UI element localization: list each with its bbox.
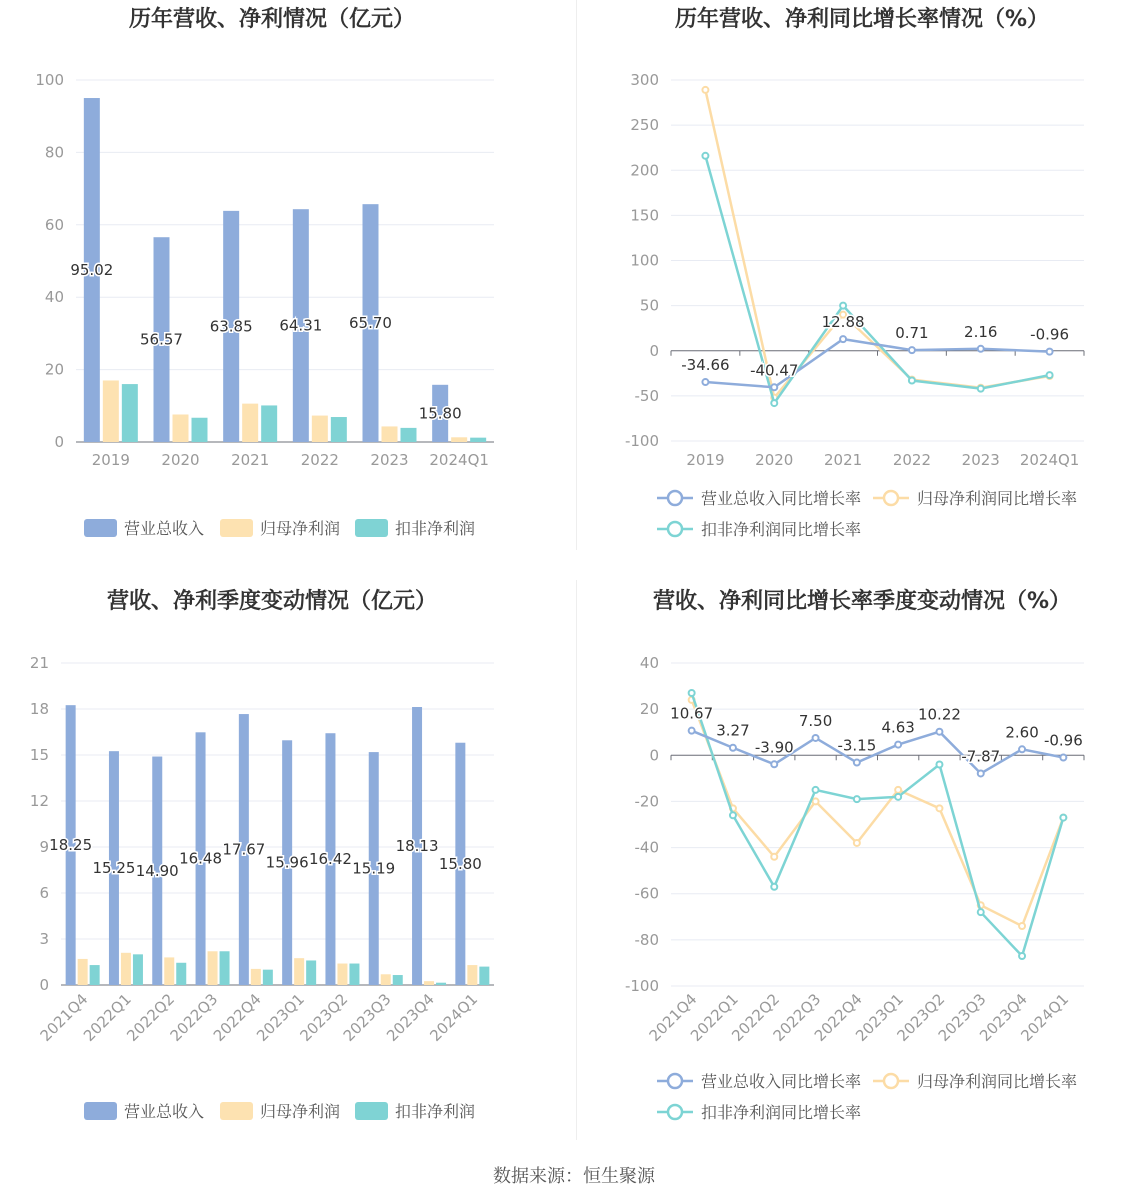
bar-value-label: 17.67 xyxy=(222,840,266,859)
legend-marker xyxy=(668,1105,682,1119)
bar-deducted_profit xyxy=(349,964,359,985)
point-deducted_profit_line xyxy=(1019,953,1025,959)
legend-swatch xyxy=(84,1102,117,1120)
point-revenue_line xyxy=(689,728,695,734)
y-tick-label: 0 xyxy=(649,746,659,765)
panel-divider-top xyxy=(576,0,577,550)
bar-net_profit xyxy=(451,437,467,442)
y-tick-label: -80 xyxy=(634,930,659,949)
quarterly-amounts-chart xyxy=(0,580,576,1150)
point-revenue_line xyxy=(854,760,860,766)
y-tick-label: 60 xyxy=(44,215,64,234)
annual-growth-chart xyxy=(577,0,1148,560)
y-tick-label: 21 xyxy=(29,654,49,672)
legend-label: 扣非净利润同比增长率 xyxy=(701,1103,862,1122)
point-value-label: 12.88 xyxy=(821,313,865,332)
point-value-label: -40.47 xyxy=(750,361,799,380)
point-value-label: -0.96 xyxy=(1043,731,1083,750)
quarterly-growth-chart xyxy=(577,580,1148,1150)
quarterly-amounts-svg xyxy=(0,580,576,1150)
x-tick-label: 2023Q1 xyxy=(852,990,907,1045)
bar-deducted_profit xyxy=(401,428,417,442)
legend-label: 营业总收入同比增长率 xyxy=(701,489,862,508)
annual-amounts-chart xyxy=(0,0,576,560)
bar-deducted_profit xyxy=(133,954,143,985)
bar-deducted_profit xyxy=(176,963,186,985)
x-tick-label: 2024Q1 xyxy=(429,451,489,469)
x-tick-label: 2019 xyxy=(91,451,130,469)
bar-value-label: 56.57 xyxy=(140,330,183,349)
bar-net_profit xyxy=(173,414,189,442)
bar-net_profit xyxy=(251,969,261,985)
y-tick-label: 40 xyxy=(639,654,659,672)
y-tick-label: 0 xyxy=(54,433,64,451)
x-tick-label: 2021Q4 xyxy=(36,990,92,1045)
point-deducted_profit_line xyxy=(1047,372,1053,378)
point-deducted_profit_line xyxy=(854,796,860,802)
x-tick-label: 2022Q3 xyxy=(166,990,222,1045)
bar-value-label: 16.48 xyxy=(179,849,223,868)
point-deducted_profit_line xyxy=(1060,815,1066,821)
x-tick-label: 2020 xyxy=(161,451,200,469)
legend-marker xyxy=(884,491,898,505)
point-revenue_line xyxy=(1060,755,1066,761)
point-revenue_line xyxy=(813,735,819,741)
y-tick-label: 6 xyxy=(39,884,49,902)
bar-value-label: 18.25 xyxy=(49,836,93,855)
point-revenue_line xyxy=(771,761,777,767)
y-tick-label: 18 xyxy=(29,700,49,718)
legend-swatch xyxy=(355,1102,388,1120)
point-revenue_line xyxy=(978,346,984,352)
point-deducted_profit_line xyxy=(936,762,942,768)
legend-label: 归母净利润 xyxy=(260,1102,341,1121)
y-tick-label: -40 xyxy=(634,838,659,857)
y-tick-label: -50 xyxy=(634,386,659,405)
point-value-label: 10.67 xyxy=(670,704,714,723)
point-value-label: 2.60 xyxy=(1005,723,1039,742)
bar-net_profit xyxy=(164,957,174,985)
y-tick-label: 100 xyxy=(630,251,659,270)
y-tick-label: -60 xyxy=(634,884,659,903)
point-revenue_line xyxy=(730,745,736,751)
legend-swatch xyxy=(355,519,388,537)
y-tick-label: -100 xyxy=(624,977,659,995)
bar-deducted_profit xyxy=(122,384,138,442)
bar-value-label: 65.70 xyxy=(349,314,392,333)
bar-value-label: 15.25 xyxy=(92,859,136,878)
legend-marker xyxy=(668,491,682,505)
point-net_profit_line xyxy=(936,805,942,811)
x-tick-label: 2023Q3 xyxy=(934,990,990,1045)
legend-label: 营业总收入同比增长率 xyxy=(701,1072,862,1091)
bar-net_profit xyxy=(382,426,398,442)
point-deducted_profit_line xyxy=(909,378,915,384)
y-tick-label: 9 xyxy=(39,838,49,856)
bar-net_profit xyxy=(294,958,304,985)
bar-net_profit xyxy=(208,951,218,985)
x-tick-label: 2023 xyxy=(961,451,1000,469)
x-tick-label: 2024Q1 xyxy=(426,990,482,1045)
legend-swatch xyxy=(84,519,117,537)
y-tick-label: 20 xyxy=(639,700,659,719)
point-net_profit_line xyxy=(895,787,901,793)
point-value-label: 10.22 xyxy=(917,705,961,724)
point-net_profit_line xyxy=(702,87,708,93)
legend-marker xyxy=(884,1074,898,1088)
point-value-label: 4.63 xyxy=(881,718,915,737)
y-tick-label: 50 xyxy=(639,296,659,315)
point-value-label: -3.15 xyxy=(837,736,877,755)
point-revenue_line xyxy=(895,742,901,748)
point-deducted_profit_line xyxy=(978,909,984,915)
y-tick-label: 80 xyxy=(44,143,64,162)
data-source: 数据来源：恒生聚源 xyxy=(493,1166,655,1187)
y-tick-label: 300 xyxy=(630,71,659,89)
x-tick-label: 2023Q3 xyxy=(339,990,395,1045)
y-tick-label: 15 xyxy=(29,746,49,764)
x-tick-label: 2021 xyxy=(823,451,863,469)
point-value-label: -0.96 xyxy=(1030,325,1069,344)
point-deducted_profit_line xyxy=(978,386,984,392)
point-revenue_line xyxy=(978,770,984,776)
y-tick-label: 100 xyxy=(35,71,64,89)
bar-deducted_profit xyxy=(331,417,347,442)
annual-amounts-svg xyxy=(0,0,576,560)
legend-label: 归母净利润同比增长率 xyxy=(917,489,1078,508)
point-deducted_profit_line xyxy=(813,787,819,793)
legend-label: 归母净利润同比增长率 xyxy=(917,1072,1078,1091)
bar-net_profit xyxy=(467,965,477,985)
x-tick-label: 2023 xyxy=(370,451,409,469)
point-revenue_line xyxy=(771,384,777,390)
y-tick-label: 0 xyxy=(649,341,659,360)
bar-deducted_profit xyxy=(192,418,208,442)
annual-growth-svg xyxy=(577,0,1148,560)
point-value-label: -7.87 xyxy=(961,747,1001,766)
x-tick-label: 2020 xyxy=(755,451,794,469)
bar-deducted_profit xyxy=(220,951,230,985)
x-tick-label: 2021 xyxy=(231,451,270,469)
y-tick-label: 3 xyxy=(39,930,49,948)
bar-value-label: 14.90 xyxy=(135,861,179,880)
x-tick-label: 2019 xyxy=(686,451,725,469)
x-tick-label: 2022Q4 xyxy=(810,990,866,1045)
x-tick-label: 2023Q4 xyxy=(383,990,438,1045)
x-tick-label: 2022Q2 xyxy=(728,990,784,1045)
x-tick-label: 2022Q2 xyxy=(123,990,179,1045)
y-tick-label: 150 xyxy=(630,206,659,225)
bar-deducted_profit xyxy=(261,405,277,442)
bar-net_profit xyxy=(103,380,119,442)
bar-net_profit xyxy=(121,953,131,985)
x-tick-label: 2023Q2 xyxy=(296,990,352,1045)
point-deducted_profit_line xyxy=(771,884,777,890)
point-revenue_line xyxy=(936,729,942,735)
point-value-label: 3.27 xyxy=(716,721,750,740)
bar-deducted_profit xyxy=(306,960,316,985)
x-tick-label: 2023Q2 xyxy=(893,990,949,1045)
y-tick-label: 12 xyxy=(29,792,49,810)
legend-marker xyxy=(668,522,682,536)
point-net_profit_line xyxy=(1019,923,1025,929)
bar-value-label: 15.19 xyxy=(352,859,396,878)
point-revenue_line xyxy=(1047,349,1053,355)
panel-divider-bottom xyxy=(576,580,577,1140)
point-revenue_line xyxy=(1019,746,1025,752)
point-net_profit_line xyxy=(771,854,777,860)
y-tick-label: 20 xyxy=(44,360,64,379)
y-tick-label: 0 xyxy=(39,976,49,994)
y-tick-label: 250 xyxy=(630,116,659,135)
bar-value-label: 16.42 xyxy=(308,850,352,869)
x-tick-label: 2024Q1 xyxy=(1019,451,1080,469)
point-deducted_profit_line xyxy=(730,812,736,818)
point-net_profit_line xyxy=(854,840,860,846)
legend-label: 营业总收入 xyxy=(124,1102,205,1121)
bar-net_profit xyxy=(78,959,88,985)
y-tick-label: 200 xyxy=(630,161,659,180)
bar-value-label: 15.80 xyxy=(438,854,482,873)
point-value-label: 2.16 xyxy=(964,322,998,341)
point-value-label: -34.66 xyxy=(681,356,730,375)
legend-swatch xyxy=(220,1102,253,1120)
point-value-label: -3.90 xyxy=(754,738,794,757)
y-tick-label: 40 xyxy=(44,288,64,307)
chart-title: 营收、净利同比增长率季度变动情况（%） xyxy=(652,589,1072,614)
x-tick-label: 2024Q1 xyxy=(1017,990,1073,1045)
bar-net_profit xyxy=(242,404,258,442)
x-tick-label: 2023Q1 xyxy=(253,990,308,1045)
bar-deducted_profit xyxy=(479,967,489,985)
x-tick-label: 2022Q4 xyxy=(209,990,265,1045)
legend-swatch xyxy=(220,519,253,537)
x-tick-label: 2022 xyxy=(300,451,339,469)
bar-deducted_profit xyxy=(90,965,100,985)
point-net_profit_line xyxy=(813,798,819,804)
chart-title: 营收、净利季度变动情况（亿元） xyxy=(106,589,438,614)
x-tick-label: 2021Q4 xyxy=(645,990,701,1045)
x-tick-label: 2022Q3 xyxy=(769,990,825,1045)
chart-title: 历年营收、净利同比增长率情况（%） xyxy=(674,7,1050,32)
bar-net_profit xyxy=(312,416,328,442)
point-value-label: 7.50 xyxy=(798,711,833,730)
bar-value-label: 18.13 xyxy=(395,837,439,856)
bar-deducted_profit xyxy=(436,983,446,985)
bar-deducted_profit xyxy=(470,438,486,442)
point-revenue_line xyxy=(909,347,915,353)
bar-value-label: 15.80 xyxy=(418,404,462,423)
legend-label: 营业总收入 xyxy=(124,519,205,538)
x-tick-label: 2022Q1 xyxy=(79,990,135,1045)
bar-deducted_profit xyxy=(393,975,403,985)
legend-label: 归母净利润 xyxy=(260,519,341,538)
y-tick-label: -20 xyxy=(634,792,659,811)
x-tick-label: 2022 xyxy=(892,451,932,469)
bar-value-label: 64.31 xyxy=(279,316,323,335)
x-tick-label: 2023Q4 xyxy=(976,990,1031,1045)
x-tick-label: 2022Q1 xyxy=(686,990,742,1045)
legend-label: 扣非净利润 xyxy=(395,1102,476,1121)
point-deducted_profit_line xyxy=(689,690,695,696)
quarterly-growth-svg xyxy=(577,580,1148,1150)
bar-value-label: 15.96 xyxy=(265,853,309,872)
bar-deducted_profit xyxy=(263,970,273,985)
chart-title: 历年营收、净利情况（亿元） xyxy=(128,7,416,32)
point-revenue_line xyxy=(702,379,708,385)
bar-net_profit xyxy=(337,964,347,985)
bar-net_profit xyxy=(424,981,434,985)
legend-label: 扣非净利润 xyxy=(395,519,476,538)
point-deducted_profit_line xyxy=(840,303,846,309)
legend-marker xyxy=(668,1074,682,1088)
point-deducted_profit_line xyxy=(771,400,777,406)
bar-value-label: 63.85 xyxy=(209,317,253,336)
bar-net_profit xyxy=(381,974,391,985)
point-deducted_profit_line xyxy=(702,153,708,159)
point-deducted_profit_line xyxy=(895,794,901,800)
bar-value-label: 95.02 xyxy=(70,261,114,280)
point-value-label: 0.71 xyxy=(895,324,929,343)
legend-label: 扣非净利润同比增长率 xyxy=(701,520,862,539)
point-revenue_line xyxy=(840,336,846,342)
y-tick-label: -100 xyxy=(624,432,659,450)
